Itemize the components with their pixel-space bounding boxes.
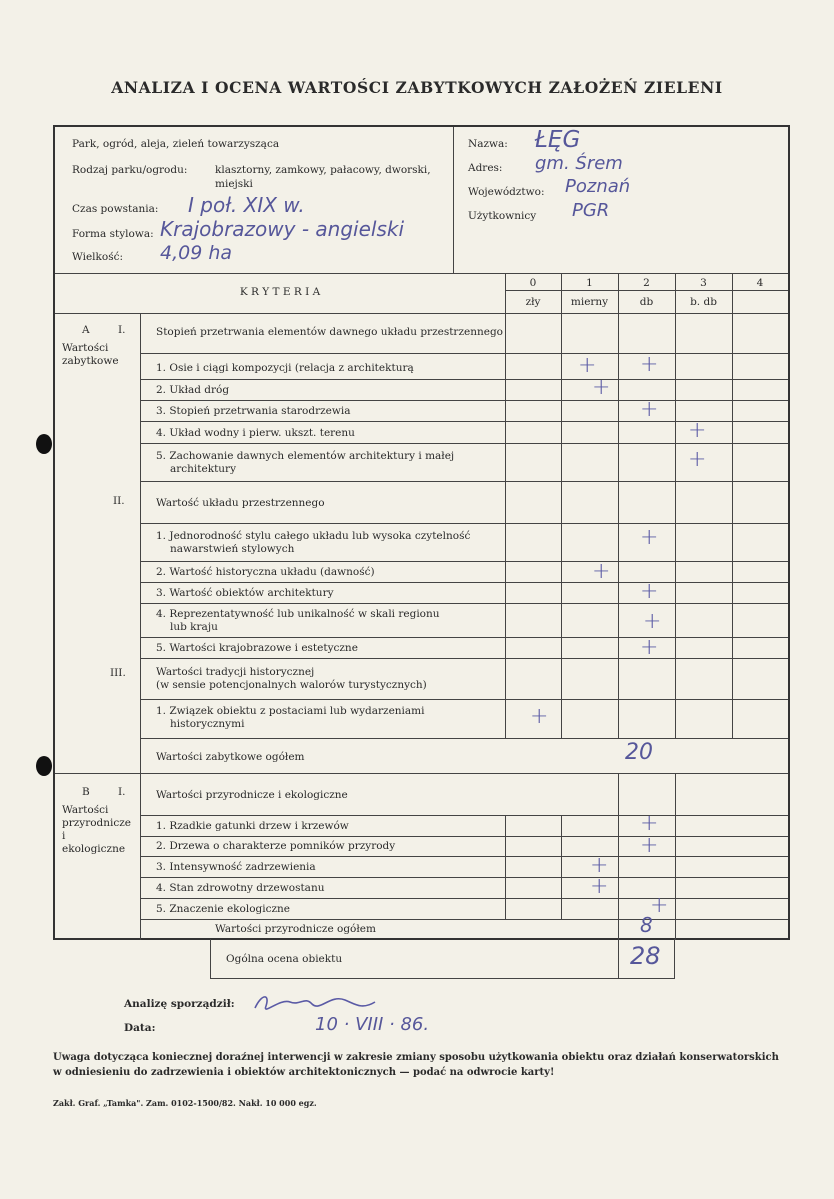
grand-total-value: 28 <box>630 942 661 970</box>
criterion-a-i-3: 3. Stopień przetrwania starodrzewia <box>156 405 351 417</box>
mark-a-ii-4-col2: + <box>643 609 662 634</box>
section-b-name: Wartości przyrodnicze i ekologiczne <box>62 804 132 855</box>
section-a-letter: A <box>82 324 90 336</box>
data-value: 10 · VIII · 86. <box>315 1014 430 1035</box>
a-i-title: Stopień przetrwania elementów dawnego układu przestrzennego <box>156 326 503 338</box>
forma-value: Krajobrazowy - angielski <box>160 217 405 241</box>
scale-col-2-label: db <box>639 296 654 308</box>
mark-b-i-2-col2: + <box>640 833 659 858</box>
criterion-a-ii-1-cont: nawarstwień stylowych <box>170 543 295 555</box>
nazwa-label: Nazwa: <box>468 138 508 150</box>
rodzaj-label: Rodzaj parku/ogrodu: <box>72 164 188 176</box>
mark-a-i-3-col2: + <box>640 397 659 422</box>
criterion-a-i-1: 1. Osie i ciągi kompozycji (relacja z architekturą <box>156 362 414 374</box>
mark-a-i-2-col1: + <box>592 375 611 400</box>
punch-hole <box>36 434 52 454</box>
mark-a-ii-3-col2: + <box>640 579 659 604</box>
sporzadzil-label: Analizę sporządził: <box>124 998 235 1010</box>
mark-b-i-4-col1: + <box>590 874 609 899</box>
wojewodztwo-value: Poznań <box>565 176 631 197</box>
mark-a-ii-2-col1: + <box>592 559 611 584</box>
scale-col-3-label: b. db <box>690 296 717 308</box>
a-iii-title: Wartości tradycji historycznej <box>156 666 315 678</box>
grand-total-label: Ogólna ocena obiektu <box>226 953 343 965</box>
section-b-i-num: I. <box>118 786 126 798</box>
criterion-a-iii-1-cont: historycznymi <box>170 718 245 730</box>
kryteria-heading: K R Y T E R I A <box>239 286 321 298</box>
criterion-b-i-4: 4. Stan zdrowotny drzewostanu <box>156 882 325 894</box>
uwaga-note <box>53 1050 793 1080</box>
section-a-iii-num: III. <box>110 667 126 679</box>
uwaga-line-2: w odniesieniu do zadrzewienia i obiektów architektonicznych — podać na odwrocie karty! <box>53 1067 555 1078</box>
section-a-ii-num: II. <box>113 495 125 507</box>
section-a-name: Wartości zabytkowe <box>62 342 119 367</box>
scale-col-0-label: zły <box>525 296 541 308</box>
criterion-a-ii-1: 1. Jednorodność stylu całego układu lub wysoka czytelność <box>156 530 471 542</box>
wojewodztwo-label: Województwo: <box>468 186 545 198</box>
uwaga-line-1: Uwaga dotycząca koniecznej doraźnej interwencji w zakresie zmiany sposobu użytkowania obiektu oraz działań konserwatorskich <box>53 1052 779 1063</box>
criterion-a-ii-4: 4. Reprezentatywność lub unikalność w skali regionu <box>156 608 440 620</box>
wielkosc-value: 4,09 ha <box>160 242 233 264</box>
criterion-a-i-5: 5. Zachowanie dawnych elementów architektury i małej <box>156 450 455 462</box>
mark-a-i-5-col3: + <box>688 447 707 472</box>
criterion-b-i-3: 3. Intensywność zadrzewienia <box>156 861 316 873</box>
section-a-i-num: I. <box>118 324 126 336</box>
b-total-label: Wartości przyrodnicze ogółem <box>215 923 376 935</box>
b-i-title: Wartości przyrodnicze i ekologiczne <box>156 789 348 801</box>
scale-col-1-label: mierny <box>570 296 609 308</box>
scale-col-3-num: 3 <box>700 277 707 289</box>
rodzaj-options-2: miejski <box>215 178 253 190</box>
adres-label: Adres: <box>468 162 503 174</box>
czas-value: I poł. XIX w. <box>188 193 305 217</box>
mark-a-i-4-col3: + <box>688 418 707 443</box>
criterion-b-i-5: 5. Znaczenie ekologiczne <box>156 903 291 915</box>
criterion-a-ii-4-cont: lub kraju <box>170 621 218 633</box>
rodzaj-options: klasztorny, zamkowy, pałacowy, dworski, <box>215 164 431 176</box>
mark-a-ii-5-col2: + <box>640 635 659 660</box>
criterion-a-ii-2: 2. Wartość historyczna układu (dawność) <box>156 566 375 578</box>
criterion-a-ii-5: 5. Wartości krajobrazowe i estetyczne <box>156 642 358 654</box>
criterion-a-i-2: 2. Układ dróg <box>156 384 230 396</box>
uzytkownicy-label: Użytkownicy <box>468 210 537 222</box>
scale-col-1-num: 1 <box>586 277 593 289</box>
criterion-a-iii-1: 1. Związek obiektu z postaciami lub wydarzeniami <box>156 705 425 717</box>
mark-b-i-3-col1: + <box>590 853 609 878</box>
mark-a-ii-1-col2: + <box>640 525 659 550</box>
a-ii-title: Wartość układu przestrzennego <box>156 497 325 509</box>
czas-label: Czas powstania: <box>72 203 159 215</box>
data-label: Data: <box>124 1022 156 1034</box>
mark-a-iii-1-col0: + <box>530 704 549 729</box>
criterion-a-ii-3: 3. Wartość obiektów architektury <box>156 587 334 599</box>
scale-col-4-num: 4 <box>756 277 764 289</box>
a-total-label: Wartości zabytkowe ogółem <box>156 751 305 763</box>
mark-b-i-1-col2: + <box>640 811 659 836</box>
form-title: ANALIZA I OCENA WARTOŚCI ZABYTKOWYCH ZAŁOŻEŃ ZIELENI <box>111 78 723 97</box>
park-line: Park, ogród, aleja, zieleń towarzysząca <box>72 138 280 150</box>
print-imprint: Zakł. Graf. „Tamka". Zam. 0102-1500/82. Nakł. 10 000 egz. <box>53 1098 317 1108</box>
mark-a-i-1-col2: + <box>640 352 659 377</box>
scale-col-2-num: 2 <box>643 277 650 289</box>
criterion-b-i-2: 2. Drzewa o charakterze pomników przyrody <box>156 840 396 852</box>
a-total-value: 20 <box>625 740 653 765</box>
forma-label: Forma stylowa: <box>72 228 154 240</box>
criterion-a-i-5-cont: architektury <box>170 463 237 475</box>
mark-a-i-1-col1: + <box>578 353 597 378</box>
nazwa-value: ŁĘG <box>535 127 581 153</box>
punch-hole <box>36 756 52 776</box>
adres-value: gm. Śrem <box>535 153 623 174</box>
criterion-a-i-4: 4. Układ wodny i pierw. ukszt. terenu <box>156 427 355 439</box>
criterion-b-i-1: 1. Rzadkie gatunki drzew i krzewów <box>156 820 349 832</box>
b-total-value: 8 <box>640 913 653 937</box>
a-iii-title-2: (w sensie potencjonalnych walorów turystycznych) <box>156 679 427 691</box>
section-b-letter: B <box>82 786 90 798</box>
wielkosc-label: Wielkość: <box>72 251 124 263</box>
mark-b-i-5-col2: + <box>650 893 669 918</box>
scale-col-0-num: 0 <box>529 277 537 289</box>
uzytkownicy-value: PGR <box>572 200 610 221</box>
